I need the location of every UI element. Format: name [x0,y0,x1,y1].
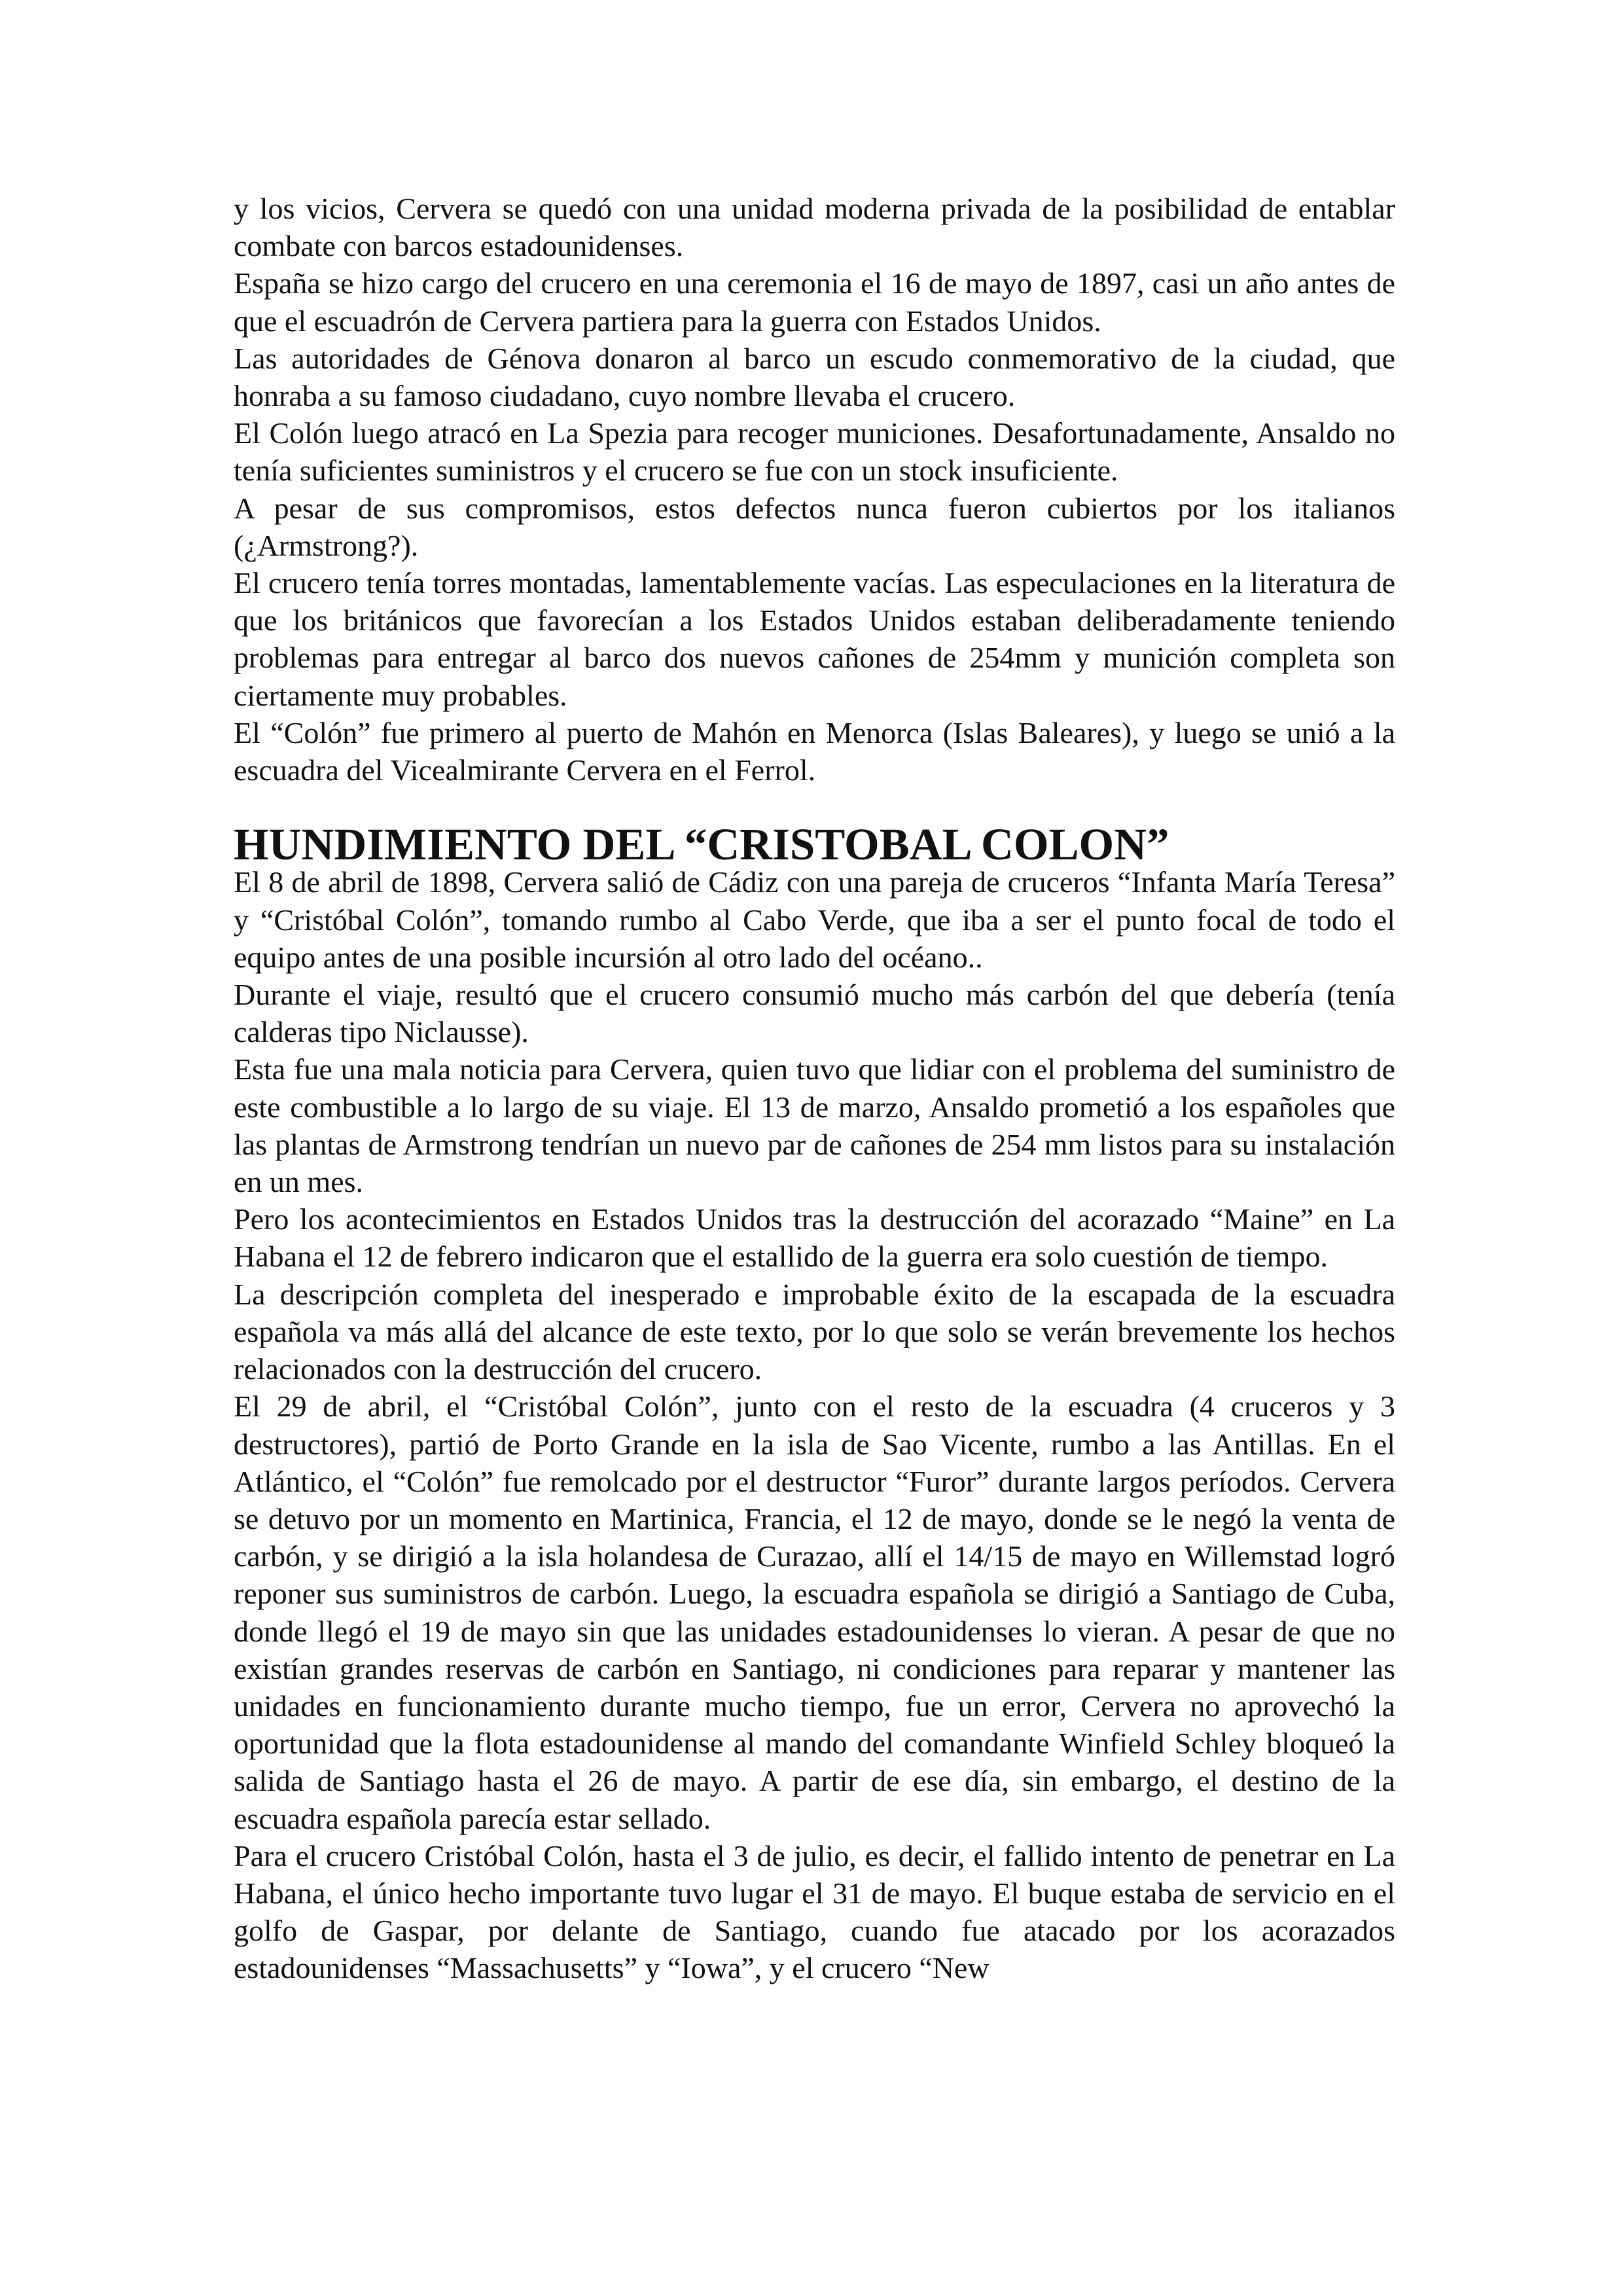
paragraph: El “Colón” fue primero al puerto de Mahón en Menorca (Islas Baleares), y luego se unió a la escuadra del Vicealmirante Cervera en el Ferrol. [234,715,1395,787]
text-column [234,190,1395,1987]
paragraph: El 29 de abril, el “Cristóbal Colón”, junto con el resto de la escuadra (4 cruceros y 3 destructores), partió de Porto Grande en la isla de Sao Vicente, rumbo a las Antillas. En el Atlántico, el “Colón” fue remolcado por el destructor “Furor” durante largos períodos. Cervera se detuvo por un momento en Martinica, Francia, el 12 de mayo, donde se le negó la venta de carbón, y se dirigió a la isla holandesa de Curazao, allí el 14/15 de mayo en Willemstad logró reponer sus suministros de carbón. Luego, la escuadra española se dirigió a Santiago de Cuba, donde llegó el 19 de mayo sin que las unidades estadounidenses lo vieran. A pesar de que no existían grandes reservas de carbón en Santiago, ni condiciones para reparar y mantener las unidades en funcionamiento durante mucho tiempo, fue un error, Cervera no aprovechó la oportunidad que la flota estadounidense al mando del comandante Winfield Schley bloqueó la salida de Santiago hasta el 26 de mayo. A partir de ese día, sin embargo, el destino de la escuadra española parecía estar sellado. [234,1390,1395,1835]
paragraph: A pesar de sus compromisos, estos defectos nunca fueron cubiertos por los italianos (¿Armstrong?). [234,491,1395,562]
paragraph: Pero los acontecimientos en Estados Unidos tras la destrucción del acorazado “Maine” en La Habana el 12 de febrero indicaron que el estallido de la guerra era solo cuestión de tiempo. [234,1202,1395,1274]
paragraph: Las autoridades de Génova donaron al barco un escudo conmemorativo de la ciudad, que honraba a su famoso ciudadano, cuyo nombre llevaba el crucero. [234,341,1395,413]
section-heading: HUNDIMIENTO DEL “CRISTOBAL COLON” [234,819,1169,870]
paragraph: España se hizo cargo del crucero en una ceremonia el 16 de mayo de 1897, casi un año antes de que el escuadrón de Cervera partiera para la guerra con Estados Unidos. [234,266,1395,338]
paragraph: Para el crucero Cristóbal Colón, hasta el 3 de julio, es decir, el fallido intento de penetrar en La Habana, el único hecho importante tuvo lugar el 31 de mayo. El buque estaba de servicio en el golfo de Gaspar, por delante de Santiago, cuando fue atacado por los acorazados estadounidenses “Massachusetts” y “Iowa”, y el crucero “New [234,1839,1395,1985]
paragraph: Esta fue una mala noticia para Cervera, quien tuvo que lidiar con el problema del suministro de este combustible a lo largo de su viaje. El 13 de marzo, Ansaldo prometió a los españoles que las plantas de Armstrong tendrían un nuevo par de cañones de 254 mm listos para su instalación en un mes. [234,1052,1395,1199]
paragraph: y los vicios, Cervera se quedó con una unidad moderna privada de la posibilidad de entablar combate con barcos estadounidenses. [234,192,1395,263]
paragraph: El Colón luego atracó en La Spezia para recoger municiones. Desafortunadamente, Ansaldo no tenía suficientes suministros y el crucero se fue con un stock insuficiente. [234,416,1395,488]
paragraph: Durante el viaje, resultó que el crucero consumió mucho más carbón del que debería (tenía calderas tipo Niclausse). [234,978,1395,1049]
paragraph: El 8 de abril de 1898, Cervera salió de Cádiz con una pareja de cruceros “Infanta María Teresa” y “Cristóbal Colón”, tomando rumbo al Cabo Verde, que iba a ser el punto focal de todo el equipo antes de una posible incursión al otro lado del océano.. [234,865,1395,974]
paragraph: El crucero tenía torres montadas, lamentablemente vacías. Las especulaciones en la literatura de que los británicos que favorecían a los Estados Unidos estaban deliberadamente teniendo problemas para entregar al barco dos nuevos cañones de 254mm y munición completa son ciertamente muy probables. [234,566,1395,712]
paragraph: La descripción completa del inesperado e improbable éxito de la escapada de la escuadra española va más allá del alcance de este texto, por lo que solo se verán brevemente los hechos relacionados con la destrucción del crucero. [234,1277,1395,1386]
